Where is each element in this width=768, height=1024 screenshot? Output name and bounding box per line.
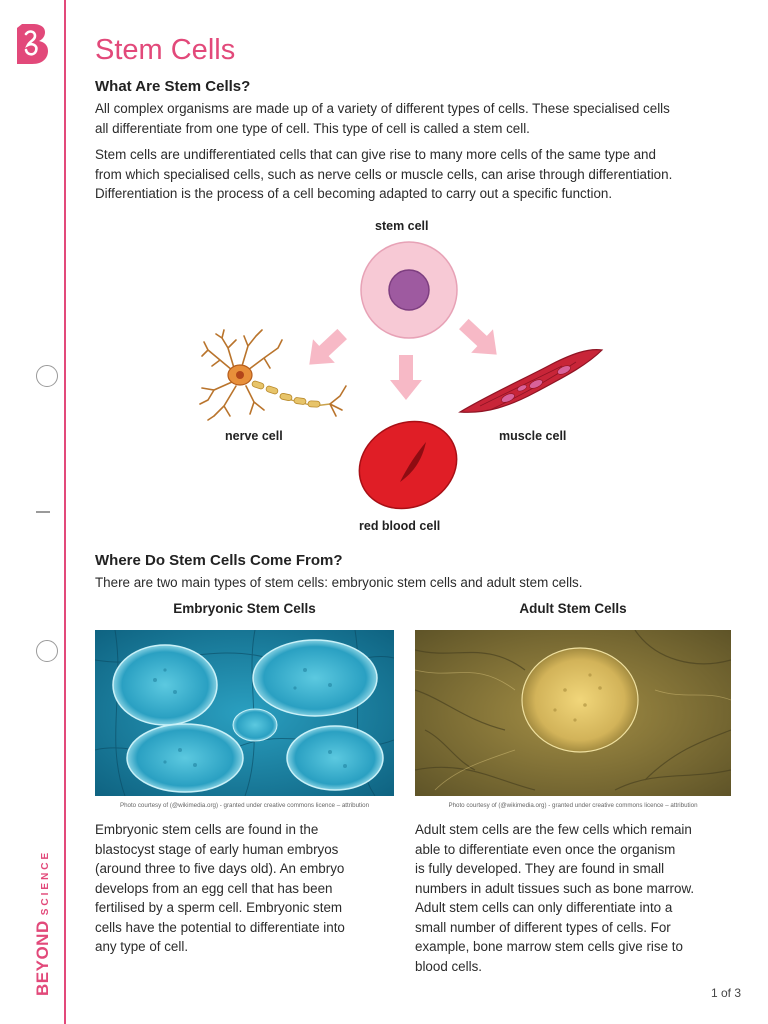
punch-hole: [36, 365, 58, 387]
paragraph-line: Adult stem cells can only differentiate into a: [415, 900, 673, 915]
stem-cell-illustration: [361, 242, 457, 338]
paragraph-line: example, bone marrow stem cells give rise to: [415, 939, 683, 954]
definition-paragraph: [95, 145, 745, 204]
punch-hole: [36, 640, 58, 662]
arrow-right: [453, 312, 508, 366]
paragraph-line: (around three to five days old). An embryo: [95, 861, 345, 876]
paragraph-line: develops from an egg cell that has been: [95, 880, 333, 896]
adult-column-title: Adult Stem Cells: [519, 601, 627, 616]
paragraph-line: small number of different types of cells. For: [415, 919, 671, 935]
paragraph-line: is fully developed. They are found in small: [415, 861, 665, 876]
differentiation-diagram: [190, 210, 620, 540]
paragraph-line: all differentiate from one type of cell. This type of cell is called a stem cell.: [95, 120, 530, 136]
beyond-logo-icon: [14, 24, 50, 66]
page-number: 1 of 3: [710, 986, 741, 1000]
embryonic-stem-cells-photo: [95, 630, 394, 796]
paragraph-line: fertilised by a sperm cell. Embryonic stem: [95, 900, 343, 915]
paragraph-line: numbers in adult tissues such as bone marrow.: [415, 880, 695, 896]
brand-word-science: SCIENCE: [40, 849, 51, 916]
types-paragraph: There are two main types of stem cells: embryonic stem cells and adult stem cells.: [95, 575, 583, 590]
embryonic-description: [95, 820, 394, 957]
paragraph-line: any type of cell.: [95, 939, 189, 954]
nerve-cell-body: [228, 365, 252, 385]
paragraph-line: Adult stem cells are the few cells which remain: [415, 822, 692, 837]
nerve-axon-sheath: [251, 380, 320, 407]
label-nerve-cell: nerve cell: [225, 429, 283, 443]
intro-paragraph: [95, 99, 745, 138]
embryonic-photo-credit: Photo courtesy of (@wikimedia.org) - granted under creative commons licence – attribution: [119, 802, 370, 809]
embryonic-column-title: Embryonic Stem Cells: [173, 601, 316, 616]
paragraph-line: able to differentiate even once the organism: [415, 841, 676, 857]
paragraph-line: cells have the potential to differentiate into: [95, 919, 345, 935]
paragraph-line: All complex organisms are made up of a variety of different types of cells. These specialised cells: [95, 101, 670, 116]
brand-wordmark: [33, 850, 53, 996]
adult-description: [415, 820, 735, 976]
fold-mark: [36, 511, 50, 513]
brand-word-beyond: BEYOND: [33, 920, 52, 996]
section-heading-what-are-stem-cells: What Are Stem Cells?: [95, 78, 251, 95]
paragraph-line: Embryonic stem cells are found in the: [95, 822, 319, 837]
label-red-blood-cell: red blood cell: [359, 519, 441, 533]
page-title: Stem Cells: [95, 34, 236, 66]
paragraph-line: blood cells.: [415, 958, 482, 974]
label-stem-cell: stem cell: [375, 219, 429, 233]
paragraph-line: Differentiation is the process of a cell becoming adapted to carry out a specific function.: [95, 186, 613, 201]
adult-stem-cells-photo: [415, 630, 731, 796]
red-blood-cell-illustration: [345, 406, 471, 524]
paragraph-line: from which specialised cells, such as nerve cells or muscle cells, can arise through differentiation.: [95, 166, 673, 182]
label-muscle-cell: muscle cell: [499, 429, 567, 443]
arrow-left: [298, 322, 353, 376]
margin-line: [64, 0, 66, 1024]
paragraph-line: Stem cells are undifferentiated cells that can give rise to many more cells of the same type and: [95, 147, 656, 162]
adult-photo-credit: Photo courtesy of (@wikimedia.org) - granted under creative commons licence – attribution: [448, 802, 698, 809]
arrow-down: [390, 355, 422, 400]
paragraph-line: blastocyst stage of early human embryos: [95, 841, 339, 857]
section-heading-where-from: Where Do Stem Cells Come From?: [95, 552, 343, 569]
muscle-cell-illustration: [460, 350, 602, 413]
